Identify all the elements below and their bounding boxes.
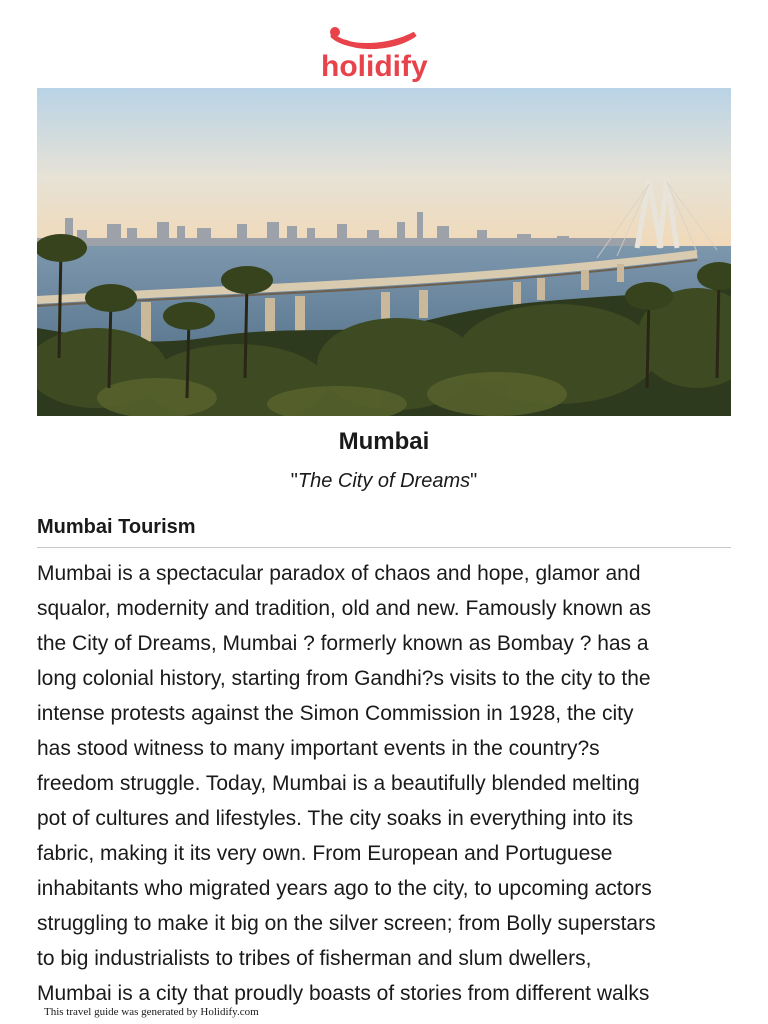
tagline <box>0 470 768 493</box>
brand-logo[interactable] <box>0 22 768 86</box>
body-line: pot of cultures and lifestyles. The city soaks in everything into its <box>37 807 634 830</box>
tagline-close-quote: " <box>470 470 478 492</box>
body-line: the City of Dreams, Mumbai ? formerly known as Bombay ? has a <box>37 632 649 655</box>
body-line: fabric, making it its very own. From European and Portuguese <box>37 842 613 865</box>
body-line: squalor, modernity and tradition, old and new. Famously known as <box>37 597 652 620</box>
logo-text: holidify <box>321 50 428 83</box>
body-line: struggling to make it big on the silver screen; from Bolly superstars <box>37 912 656 935</box>
body-line: inhabitants who migrated years ago to the city, to upcoming actors <box>37 877 652 900</box>
body-line: freedom struggle. Today, Mumbai is a beautifully blended melting <box>37 772 640 795</box>
body-line: long colonial history, starting from Gandhi?s visits to the city to the <box>37 667 651 690</box>
footer-note: This travel guide was generated by Holidify.com <box>44 1006 259 1018</box>
hero-image <box>37 88 731 416</box>
tagline-text: The City of Dreams <box>297 470 471 492</box>
tagline-open-quote: " <box>290 470 298 492</box>
section-heading: Mumbai Tourism <box>37 516 731 548</box>
holidify-logo <box>319 22 449 86</box>
body-line: Mumbai is a city that proudly boasts of stories from different walks <box>37 982 650 1005</box>
sea-link-photo <box>37 88 731 416</box>
smile-swoosh-icon <box>333 34 415 47</box>
body-line: has stood witness to many important events in the country?s <box>37 737 600 760</box>
body-line: to big industrialists to tribes of fisherman and slum dwellers, <box>37 947 592 970</box>
body-line: Mumbai is a spectacular paradox of chaos and hope, glamor and <box>37 562 641 585</box>
body-text <box>37 556 737 1011</box>
page-title: Mumbai <box>338 428 430 455</box>
body-line: intense protests against the Simon Commission in 1928, the city <box>37 702 634 725</box>
